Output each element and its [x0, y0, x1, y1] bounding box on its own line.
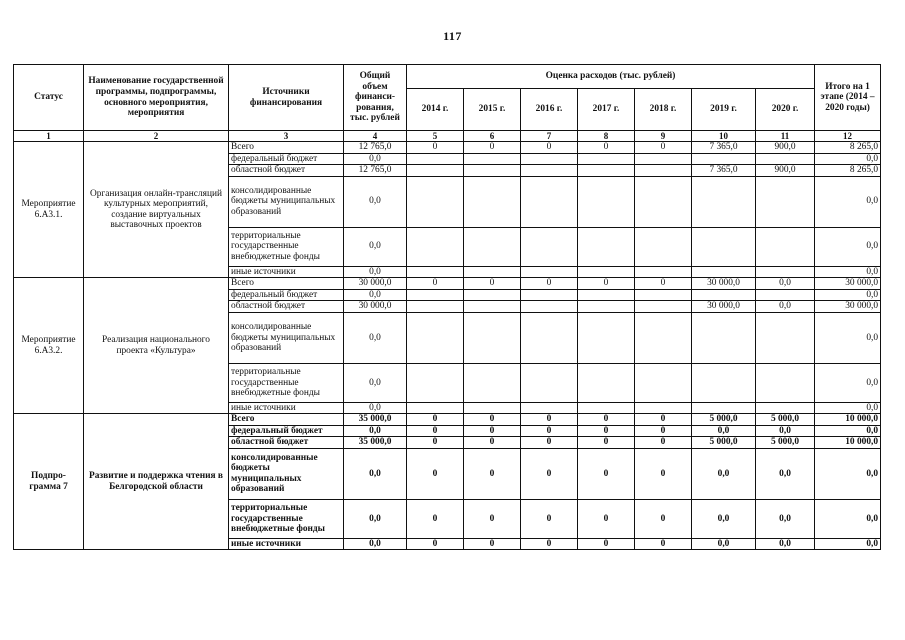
total-cell: 0,0	[344, 363, 407, 402]
year-cell: 900,0	[756, 165, 815, 177]
source-cell: областной бюджет	[229, 165, 344, 177]
stage-total-cell: 10 000,0	[815, 437, 881, 449]
year-cell: 0	[464, 437, 521, 449]
total-cell: 0,0	[344, 266, 407, 278]
year-cell	[756, 363, 815, 402]
year-cell: 0	[578, 142, 635, 154]
year-cell: 0	[407, 278, 464, 290]
total-cell: 0,0	[344, 425, 407, 437]
year-cell	[578, 165, 635, 177]
header-expense-estimate: Оценка расходов (тыс. рублей)	[407, 65, 815, 89]
year-cell	[407, 165, 464, 177]
year-cell: 0,0	[692, 448, 756, 499]
source-cell: территориальные государственные внебюджетные фонды	[229, 499, 344, 538]
year-cell: 0	[635, 437, 692, 449]
stage-total-cell: 0,0	[815, 448, 881, 499]
year-cell	[521, 153, 578, 165]
year-cell	[635, 301, 692, 313]
year-cell: 0	[464, 142, 521, 154]
year-cell: 0	[635, 425, 692, 437]
total-cell: 12 765,0	[344, 142, 407, 154]
total-cell: 0,0	[344, 448, 407, 499]
year-cell	[464, 312, 521, 363]
year-cell: 5 000,0	[756, 437, 815, 449]
header-total-volume: Общий объем финанси-рования, тыс. рублей	[344, 65, 407, 131]
year-cell: 0	[407, 437, 464, 449]
year-cell	[464, 289, 521, 301]
source-cell: Всего	[229, 142, 344, 154]
year-cell: 0	[635, 499, 692, 538]
year-cell: 0	[578, 448, 635, 499]
year-cell: 0,0	[692, 425, 756, 437]
year-cell: 0	[464, 499, 521, 538]
header-year: 2019 г.	[692, 89, 756, 131]
header-year: 2016 г.	[521, 89, 578, 131]
year-cell: 0	[407, 499, 464, 538]
year-cell	[464, 153, 521, 165]
year-cell	[521, 176, 578, 227]
expenses-table	[13, 64, 881, 550]
header-year: 2020 г.	[756, 89, 815, 131]
year-cell: 0	[635, 278, 692, 290]
year-cell	[578, 227, 635, 266]
year-cell	[692, 312, 756, 363]
column-number: 12	[815, 131, 881, 142]
year-cell	[578, 289, 635, 301]
stage-total-cell: 0,0	[815, 289, 881, 301]
source-cell: консолидированные бюджеты муниципальных образований	[229, 312, 344, 363]
year-cell	[578, 402, 635, 414]
source-cell: консолидированные бюджеты муниципальных образований	[229, 176, 344, 227]
total-cell: 0,0	[344, 538, 407, 550]
header-stage-total: Итого на 1 этапе (2014 – 2020 годы)	[815, 65, 881, 131]
name-cell: Развитие и поддержка чтения в Белгородской области	[84, 414, 229, 550]
year-cell	[464, 227, 521, 266]
total-cell: 35 000,0	[344, 437, 407, 449]
year-cell	[578, 266, 635, 278]
stage-total-cell: 0,0	[815, 266, 881, 278]
year-cell: 900,0	[756, 142, 815, 154]
source-cell: иные источники	[229, 402, 344, 414]
year-cell	[578, 363, 635, 402]
source-cell: федеральный бюджет	[229, 289, 344, 301]
column-number: 7	[521, 131, 578, 142]
year-cell: 0,0	[756, 425, 815, 437]
year-cell: 0	[635, 538, 692, 550]
stage-total-cell: 0,0	[815, 425, 881, 437]
year-cell	[407, 153, 464, 165]
year-cell: 0	[407, 414, 464, 426]
column-number: 6	[464, 131, 521, 142]
column-number: 5	[407, 131, 464, 142]
year-cell	[464, 363, 521, 402]
header-status: Статус	[14, 65, 84, 131]
stage-total-cell: 0,0	[815, 402, 881, 414]
year-cell: 0	[464, 278, 521, 290]
year-cell	[635, 153, 692, 165]
column-number: 2	[84, 131, 229, 142]
year-cell: 5 000,0	[692, 437, 756, 449]
year-cell: 0	[407, 425, 464, 437]
stage-total-cell: 0,0	[815, 312, 881, 363]
column-number: 1	[14, 131, 84, 142]
name-cell: Организация онлайн-трансляций культурных мероприятий, создание виртуальных выставочных проектов	[84, 142, 229, 278]
stage-total-cell: 0,0	[815, 499, 881, 538]
table-row	[14, 414, 881, 426]
year-cell: 0	[407, 142, 464, 154]
year-cell	[407, 301, 464, 313]
status-cell: Мероприятие 6.А3.2.	[14, 278, 84, 414]
stage-total-cell: 0,0	[815, 227, 881, 266]
year-cell	[692, 153, 756, 165]
total-cell: 0,0	[344, 312, 407, 363]
year-cell: 0	[578, 425, 635, 437]
source-cell: иные источники	[229, 266, 344, 278]
source-cell: Всего	[229, 414, 344, 426]
year-cell	[635, 176, 692, 227]
year-cell	[521, 402, 578, 414]
year-cell	[521, 165, 578, 177]
year-cell: 0	[464, 414, 521, 426]
column-number: 9	[635, 131, 692, 142]
year-cell	[692, 402, 756, 414]
table-row	[14, 278, 881, 290]
year-cell: 7 365,0	[692, 165, 756, 177]
stage-total-cell: 8 265,0	[815, 165, 881, 177]
year-cell: 0,0	[692, 538, 756, 550]
year-cell: 0	[521, 278, 578, 290]
year-cell: 0	[521, 499, 578, 538]
header-sources: Источники финансирования	[229, 65, 344, 131]
year-cell	[464, 301, 521, 313]
year-cell	[635, 266, 692, 278]
year-cell	[521, 312, 578, 363]
source-cell: областной бюджет	[229, 437, 344, 449]
year-cell: 0	[635, 448, 692, 499]
stage-total-cell: 0,0	[815, 153, 881, 165]
table-header	[14, 65, 881, 131]
year-cell: 0	[521, 437, 578, 449]
year-cell	[635, 363, 692, 402]
year-cell	[464, 176, 521, 227]
column-number: 8	[578, 131, 635, 142]
year-cell: 5 000,0	[756, 414, 815, 426]
year-cell	[756, 153, 815, 165]
total-cell: 35 000,0	[344, 414, 407, 426]
name-cell: Реализация национального проекта «Культура»	[84, 278, 229, 414]
year-cell: 5 000,0	[692, 414, 756, 426]
stage-total-cell: 0,0	[815, 176, 881, 227]
header-year: 2017 г.	[578, 89, 635, 131]
year-cell	[692, 227, 756, 266]
year-cell: 0,0	[756, 448, 815, 499]
table-row	[14, 142, 881, 154]
year-cell: 30 000,0	[692, 278, 756, 290]
year-cell	[407, 289, 464, 301]
year-cell	[521, 301, 578, 313]
total-cell: 12 765,0	[344, 165, 407, 177]
stage-total-cell: 30 000,0	[815, 301, 881, 313]
stage-total-cell: 0,0	[815, 538, 881, 550]
year-cell: 30 000,0	[692, 301, 756, 313]
source-cell: Всего	[229, 278, 344, 290]
year-cell	[756, 312, 815, 363]
year-cell	[464, 402, 521, 414]
year-cell	[692, 266, 756, 278]
year-cell	[635, 289, 692, 301]
year-cell	[635, 312, 692, 363]
header-year: 2018 г.	[635, 89, 692, 131]
year-cell: 0	[578, 499, 635, 538]
year-cell	[635, 402, 692, 414]
year-cell: 0	[578, 278, 635, 290]
year-cell	[756, 266, 815, 278]
year-cell	[407, 363, 464, 402]
year-cell: 0	[521, 142, 578, 154]
year-cell	[635, 227, 692, 266]
year-cell	[635, 165, 692, 177]
year-cell: 0	[407, 448, 464, 499]
year-cell	[692, 176, 756, 227]
year-cell: 0	[521, 414, 578, 426]
table-body	[14, 131, 881, 550]
year-cell	[578, 301, 635, 313]
stage-total-cell: 8 265,0	[815, 142, 881, 154]
year-cell: 0	[521, 425, 578, 437]
total-cell: 0,0	[344, 499, 407, 538]
source-cell: территориальные государственные внебюджетные фонды	[229, 227, 344, 266]
year-cell: 0	[578, 538, 635, 550]
year-cell	[756, 289, 815, 301]
year-cell	[407, 227, 464, 266]
year-cell: 0	[464, 448, 521, 499]
year-cell	[407, 266, 464, 278]
year-cell: 0,0	[692, 499, 756, 538]
status-cell: Мероприятие 6.А3.1.	[14, 142, 84, 278]
column-number: 10	[692, 131, 756, 142]
year-cell	[756, 227, 815, 266]
total-cell: 0,0	[344, 402, 407, 414]
header-name: Наименование государственной программы, подпрограммы, основного мероприятия, мероприятия	[84, 65, 229, 131]
total-cell: 0,0	[344, 227, 407, 266]
source-cell: федеральный бюджет	[229, 153, 344, 165]
stage-total-cell: 0,0	[815, 363, 881, 402]
header-year: 2015 г.	[464, 89, 521, 131]
year-cell	[521, 289, 578, 301]
total-cell: 0,0	[344, 176, 407, 227]
year-cell: 0	[635, 414, 692, 426]
total-cell: 0,0	[344, 289, 407, 301]
source-cell: иные источники	[229, 538, 344, 550]
year-cell: 0	[635, 142, 692, 154]
total-cell: 30 000,0	[344, 278, 407, 290]
year-cell	[407, 312, 464, 363]
year-cell	[464, 165, 521, 177]
status-cell: Подпро-грамма 7	[14, 414, 84, 550]
year-cell	[692, 363, 756, 402]
year-cell	[521, 266, 578, 278]
header-year: 2014 г.	[407, 89, 464, 131]
year-cell	[578, 176, 635, 227]
year-cell	[521, 363, 578, 402]
year-cell	[756, 402, 815, 414]
year-cell	[692, 289, 756, 301]
year-cell	[756, 176, 815, 227]
year-cell: 0,0	[756, 538, 815, 550]
total-cell: 0,0	[344, 153, 407, 165]
year-cell: 0,0	[756, 278, 815, 290]
year-cell: 0	[521, 448, 578, 499]
year-cell	[578, 153, 635, 165]
year-cell	[521, 227, 578, 266]
year-cell: 0	[521, 538, 578, 550]
year-cell: 0	[578, 414, 635, 426]
year-cell	[407, 176, 464, 227]
column-number-row	[14, 131, 881, 142]
year-cell: 0,0	[756, 301, 815, 313]
source-cell: федеральный бюджет	[229, 425, 344, 437]
year-cell	[578, 312, 635, 363]
page-number: 117	[443, 29, 462, 43]
stage-total-cell: 10 000,0	[815, 414, 881, 426]
column-number: 3	[229, 131, 344, 142]
year-cell: 0	[578, 437, 635, 449]
column-number: 11	[756, 131, 815, 142]
year-cell: 0	[407, 538, 464, 550]
source-cell: территориальные государственные внебюджетные фонды	[229, 363, 344, 402]
year-cell: 0,0	[756, 499, 815, 538]
year-cell	[407, 402, 464, 414]
year-cell: 0	[464, 425, 521, 437]
year-cell: 0	[464, 538, 521, 550]
stage-total-cell: 30 000,0	[815, 278, 881, 290]
source-cell: областной бюджет	[229, 301, 344, 313]
year-cell: 7 365,0	[692, 142, 756, 154]
column-number: 4	[344, 131, 407, 142]
total-cell: 30 000,0	[344, 301, 407, 313]
source-cell: консолидированные бюджеты муниципальных образований	[229, 448, 344, 499]
year-cell	[464, 266, 521, 278]
